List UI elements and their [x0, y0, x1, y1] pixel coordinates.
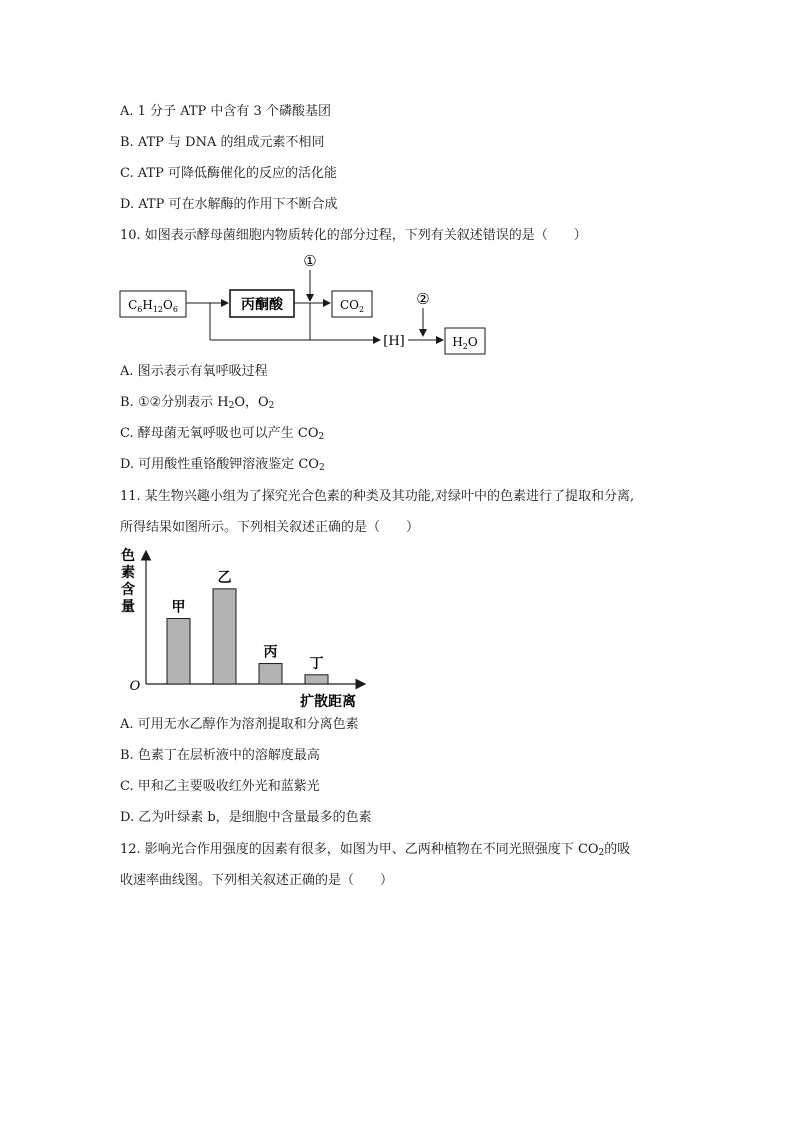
q9-option-d: D. ATP 可在水解酶的作用下不断合成	[120, 197, 338, 212]
marker-2: ②	[416, 290, 430, 308]
x-axis-label: 扩散距离	[300, 694, 356, 710]
q11-option-d: D. 乙为叶绿素 b，是细胞中含量最多的色素	[120, 810, 372, 825]
bar-1	[167, 619, 190, 684]
bar-label-2: 乙	[217, 569, 232, 586]
q11-option-a: A. 可用无水乙醇作为溶剂提取和分离色素	[120, 717, 359, 732]
q10-stem: 10. 如图表示酵母菌细胞内物质转化的部分过程，下列有关叙述错误的是（ ）	[120, 228, 587, 243]
y-axis-label-char-4: 量	[121, 599, 135, 615]
q11-stem-line1: 11. 某生物兴趣小组为了探究光合色素的种类及其功能,对绿叶中的色素进行了提取和分离,	[120, 489, 635, 504]
bar-label-1: 甲	[171, 599, 186, 616]
respiration-flow-diagram	[118, 246, 498, 358]
bar-3	[259, 664, 282, 684]
glucose-label: $C_6H_{12}O_6$	[128, 298, 178, 314]
bar-label-4: 丁	[309, 655, 324, 672]
q10-option-d: D. 可用酸性重铬酸钾溶液鉴定 $CO_2$	[120, 457, 325, 473]
marker-1: ①	[303, 252, 317, 270]
bar-4	[305, 675, 328, 684]
y-axis-label-char-3: 含	[121, 582, 135, 598]
pigment-bar-chart	[110, 543, 380, 713]
q10-option-c: C. 酵母菌无氧呼吸也可以产生 $CO_2$	[120, 426, 325, 442]
water-label: $H_2O$	[452, 335, 478, 351]
bar-2	[213, 589, 236, 684]
q10-option-b: B. ①②分别表示 $H_2O$，$O_2$	[120, 395, 275, 411]
co2-label: $CO_2$	[339, 298, 365, 314]
q9-option-c: C. ATP 可降低酶催化的反应的活化能	[120, 166, 337, 181]
q9-option-b: B. ATP 与 DNA 的组成元素不相同	[120, 135, 325, 150]
q9-option-a: A. 1 分子 ATP 中含有 3 个磷酸基团	[120, 104, 331, 119]
y-axis-label-char-1: 色	[121, 548, 135, 564]
pyruvate-label: 丙酮酸	[241, 297, 283, 313]
q10-option-a: A. 图示表示有氧呼吸过程	[120, 364, 268, 379]
q12-stem-line2: 收速率曲线图。下列相关叙述正确的是（ ）	[120, 873, 394, 888]
h-label: [H]	[383, 334, 405, 349]
q11-option-b: B. 色素丁在层析液中的溶解度最高	[120, 748, 320, 763]
q11-stem-line2: 所得结果如图所示。下列相关叙述正确的是（ ）	[120, 520, 420, 535]
q12-stem-line1: 12. 影响光合作用强度的因素有很多，如图为甲、乙两种植物在不同光照强度下 $CO_2$的吸	[120, 842, 631, 858]
origin-label: O	[129, 679, 141, 694]
q11-option-c: C. 甲和乙主要吸收红外光和蓝紫光	[120, 779, 320, 794]
bar-label-3: 丙	[263, 644, 278, 661]
y-axis-label-char-2: 素	[121, 565, 135, 581]
